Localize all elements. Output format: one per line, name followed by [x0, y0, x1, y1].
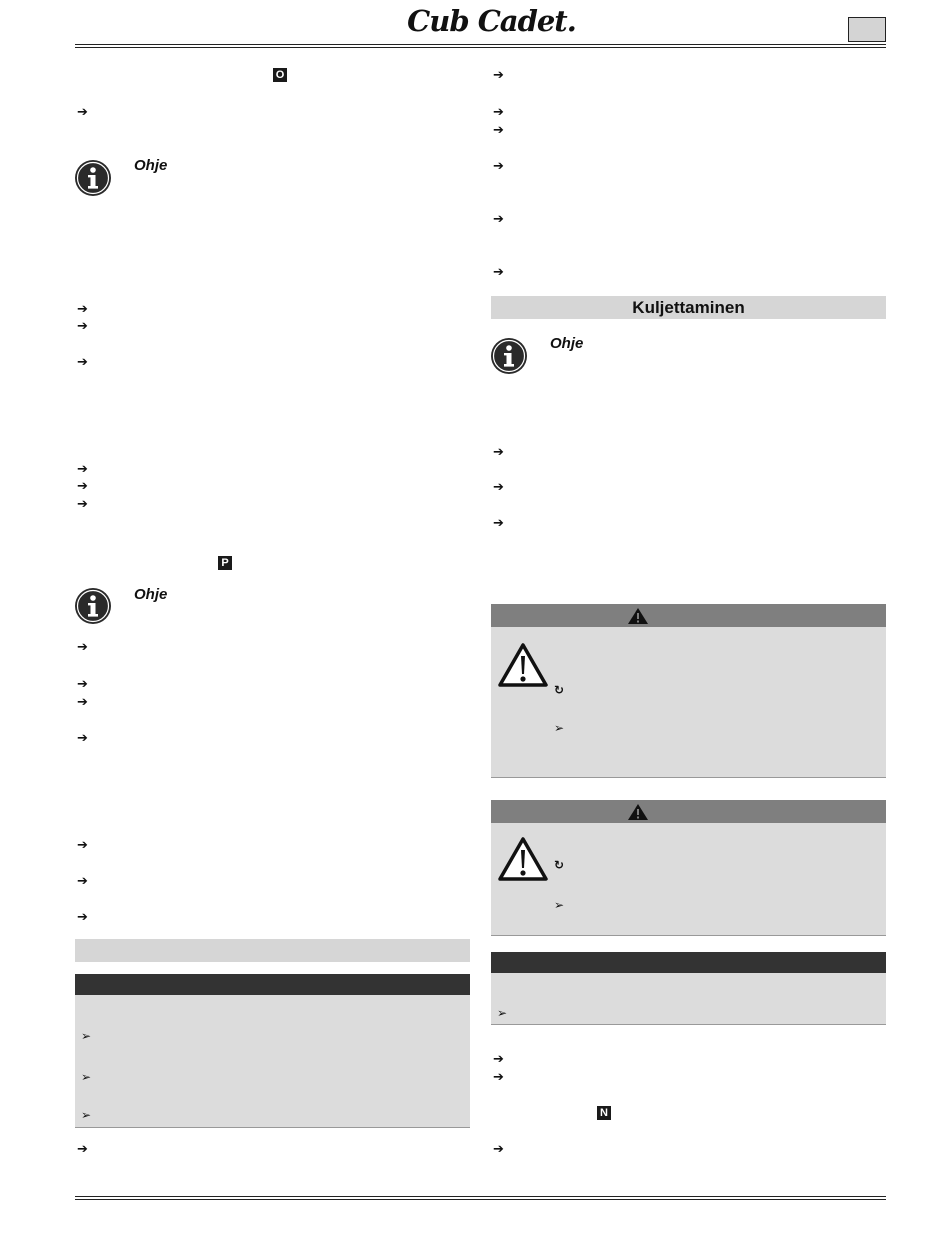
warning-panel [491, 800, 886, 936]
bullet-arrow: ➔ [493, 445, 504, 460]
chevron-bullet-icon: ➢ [497, 1006, 508, 1020]
chevron-bullet-icon: ➢ [554, 898, 565, 912]
chevron-bullet-icon: ➢ [81, 1070, 92, 1084]
bullet-arrow: ➔ [493, 516, 504, 531]
bullet-arrow: ➔ [493, 1052, 504, 1067]
bullet-arrow: ➔ [493, 123, 504, 138]
bullet-arrow: ➔ [493, 1142, 504, 1157]
notice-header [75, 974, 470, 995]
notice-panel [75, 974, 470, 1128]
bullet-arrow: ➔ [493, 265, 504, 280]
bullet-arrow: ➔ [77, 319, 88, 334]
bullet-arrow: ➔ [77, 874, 88, 889]
notice-header [491, 952, 886, 973]
bullet-arrow: ➔ [77, 838, 88, 853]
notice-panel [491, 952, 886, 1025]
footer-rule [75, 1196, 886, 1197]
bullet-arrow: ➔ [77, 462, 88, 477]
marker-o: O [273, 68, 287, 82]
bullet-arrow: ➔ [77, 677, 88, 692]
bullet-arrow: ➔ [493, 1070, 504, 1085]
marker-n: N [597, 1106, 611, 1120]
bullet-arrow: ➔ [77, 695, 88, 710]
section-bar [75, 939, 470, 962]
note-label: Ohje [134, 586, 168, 603]
bullet-arrow: ➔ [493, 105, 504, 120]
bullet-arrow: ➔ [493, 480, 504, 495]
header-rule-2 [75, 47, 886, 48]
bullet-arrow: ➔ [493, 159, 504, 174]
brand-logo: Cub Cadet. [407, 4, 576, 38]
warning-header-icon [627, 803, 649, 821]
warning-triangle-icon [497, 642, 549, 688]
info-icon [74, 159, 112, 197]
bullet-arrow: ➔ [493, 212, 504, 227]
warning-header-icon [627, 607, 649, 625]
warning-panel [491, 604, 886, 778]
note-label: Ohje [134, 157, 168, 174]
bullet-arrow: ➔ [77, 479, 88, 494]
marker-p: P [218, 556, 232, 570]
circle-arrow-icon: ↻ [554, 858, 565, 872]
bullet-arrow: ➔ [77, 355, 88, 370]
bullet-arrow: ➔ [77, 105, 88, 120]
bullet-arrow: ➔ [77, 302, 88, 317]
header-rule [75, 44, 886, 45]
chevron-bullet-icon: ➢ [81, 1029, 92, 1043]
circle-arrow-icon: ↻ [554, 683, 565, 697]
note-label: Ohje [550, 335, 584, 352]
bullet-arrow: ➔ [77, 1142, 88, 1157]
bullet-arrow: ➔ [77, 731, 88, 746]
bullet-arrow: ➔ [77, 497, 88, 512]
bullet-arrow: ➔ [493, 68, 504, 83]
section-title: Kuljettaminen [632, 298, 745, 317]
warning-header [491, 604, 886, 627]
info-icon [490, 337, 528, 375]
footer-rule-2 [75, 1199, 886, 1200]
bullet-arrow: ➔ [77, 910, 88, 925]
language-box [848, 17, 886, 42]
chevron-bullet-icon: ➢ [81, 1108, 92, 1122]
warning-header [491, 800, 886, 823]
bullet-arrow: ➔ [77, 640, 88, 655]
chevron-bullet-icon: ➢ [554, 721, 565, 735]
info-icon [74, 587, 112, 625]
warning-triangle-icon [497, 836, 549, 882]
